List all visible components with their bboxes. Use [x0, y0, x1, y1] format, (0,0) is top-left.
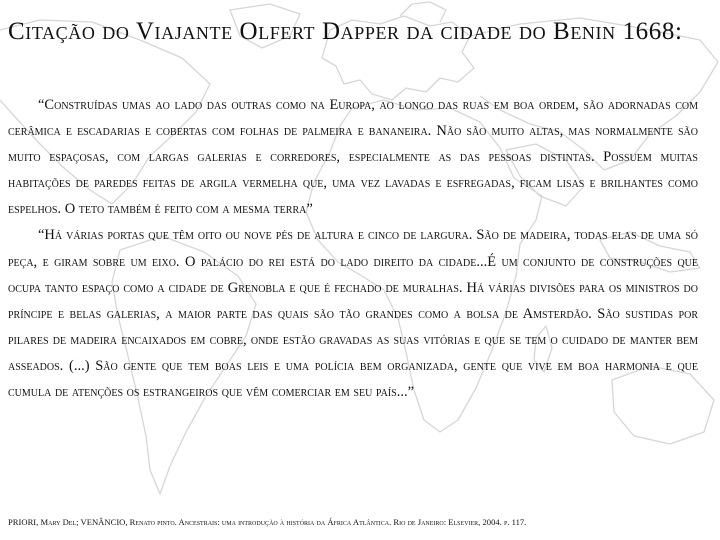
quote-paragraph-houses: “Construídas umas ao lado das outras como na Europa, ao longo das ruas em boa ordem, são adornadas com cerâmica e escadarias e cobertas com folhas de palmeira e bananeira. Não são muito altas, mas normalmente são muito espaçosas, com largas galerias e corredores, especialmente as das pessoas distintas. Possuem muitas habitações de paredes feitas de argila vermelha que, uma vez lavadas e esfregadas, ficam lisas e brilhantes como espelhos. O teto também é feito com a mesma terra” — [8, 97, 698, 218]
quote-body — [8, 92, 698, 405]
bibliographic-citation: PRIORI, Mary Del; VENÂNCIO, Renato pinto. Ancestrais: uma introdução à história da África Atlântica. Rio de Janeiro: Elsevier, 2004. p. 117. — [8, 517, 527, 527]
quote-paragraph-palace: “Há várias portas que têm oito ou nove pés de altura e cinco de largura. São de madeira, todas elas de uma só peça, e giram sobre um eixo. O palácio do rei está do lado direito da cidade...É um conjunto de construções que ocupa tanto espaço como a cidade de Grenobla e que é fechado de muralhas. Há várias divisões para os ministros do príncipe e belas galerias, a maior parte das quais são tão grandes como a bolsa de Amsterdão. São sustidas por pilares de madeira encaixados em cobre, onde estão gravadas as suas vitórias e que se tem o cuidado de manter bem asseados. (...) São gente que tem boas leis e uma polícia bem organizada, gente que vive em boa harmonia e que cumula de atenções os estrangeiros que vêm comerciar em seu país...” — [8, 227, 698, 401]
slide-title: Citação do Viajante Olfert Dapper da cidade do Benin 1668: — [8, 18, 683, 45]
